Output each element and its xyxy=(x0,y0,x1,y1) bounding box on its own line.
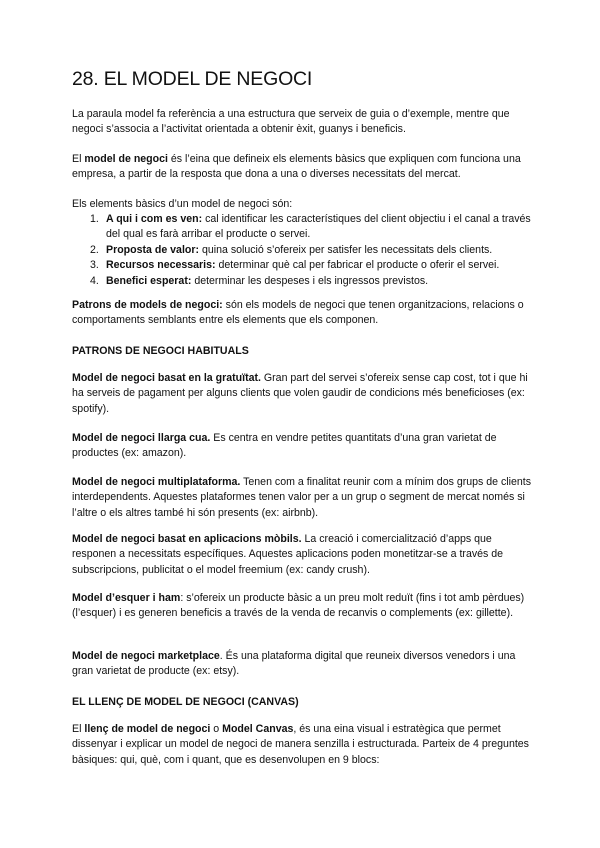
intro-paragraph: La paraula model fa referència a una estructura que serveix de guia o d’exemple, mentre que negoci s’associa a l’activitat orientada a obtenir èxit, guanys i beneficis. xyxy=(72,108,510,136)
list-item: 1. A qui i com es ven: cal identificar les característiques del client objectiu i el canal a través del qual es farà arribar el producte o servei. xyxy=(90,213,531,241)
elements-list xyxy=(72,212,534,289)
pattern-item: Model de negoci multiplataforma. Tenen com a finalitat reunir com a mínim dos grups de clients interdependents. Aquestes plataformes tenen valor per a un grup o segment de mercat només si l’altre o els altres també hi són presents (ex: airbnb). xyxy=(72,476,532,519)
definition-paragraph: El model de negoci és l’eina que defineix els elements bàsics que expliquen com funciona una empresa, a partir de la resposta que dona a una o diverses necessitats del mercat. xyxy=(72,153,521,181)
pattern-item: Model de negoci basat en la gratuïtat. Gran part del servei s’ofereix sense cap cost, tot i que hi ha serveis de pagament per alguns clients que volen gaudir de condicions més beneficioses (ex: spotify). xyxy=(72,372,528,415)
page-title: 28. EL MODEL DE NEGOCI xyxy=(72,68,313,90)
pattern-item: Model de negoci marketplace. És una plataforma digital que reuneix diversos venedors i una gran varietat de producte (ex: etsy). xyxy=(72,650,516,678)
section-heading-patterns: PATRONS DE NEGOCI HABITUALS xyxy=(72,345,249,357)
pattern-item: Model de negoci basat en aplicacions mòbils. La creació i comercialització d’apps que responen a necessitats específiques. Aquestes aplicacions poden monetitzar-se a través de subscripcions, publicitat o el model freemium (ex: candy crush). xyxy=(72,533,504,576)
section-heading-canvas: EL LLENÇ DE MODEL DE NEGOCI (CANVAS) xyxy=(72,696,299,708)
list-item: 2. Proposta de valor: quina solució s’ofereix per satisfer les necessitats dels clients. xyxy=(90,243,493,256)
list-item: 4. Benefici esperat: determinar les despeses i els ingressos previstos. xyxy=(90,274,429,287)
definition-term: model de negoci xyxy=(84,153,168,165)
canvas-paragraph: El llenç de model de negoci o Model Canvas, és una eina visual i estratègica que permet dissenyar i explicar un model de negoci de manera senzilla i estructurada. Parteix de 4 preguntes bàsiques: qui, què, com i quant, que es desenvolupen en 9 blocs: xyxy=(72,723,529,766)
list-item: 3. Recursos necessaris: determinar què cal per fabricar el producte o oferir el servei. xyxy=(90,259,500,272)
elements-intro: Els elements bàsics d’un model de negoci són: xyxy=(72,198,293,210)
pattern-item: Model de negoci llarga cua. Es centra en vendre petites quantitats d’una gran varietat de productes (ex: amazon). xyxy=(72,432,497,460)
pattern-item: Model d’esquer i ham: s’ofereix un producte bàsic a un preu molt reduït (fins i tot amb pèrdues) (l’esquer) i es generen beneficis a través de la venda de recanvis o complements (ex: gillette). xyxy=(72,592,525,620)
patterns-definition: Patrons de models de negoci: són els models de negoci que tenen organitzacions, relacions o comportaments semblants entre els elements que els componen. xyxy=(72,299,524,327)
